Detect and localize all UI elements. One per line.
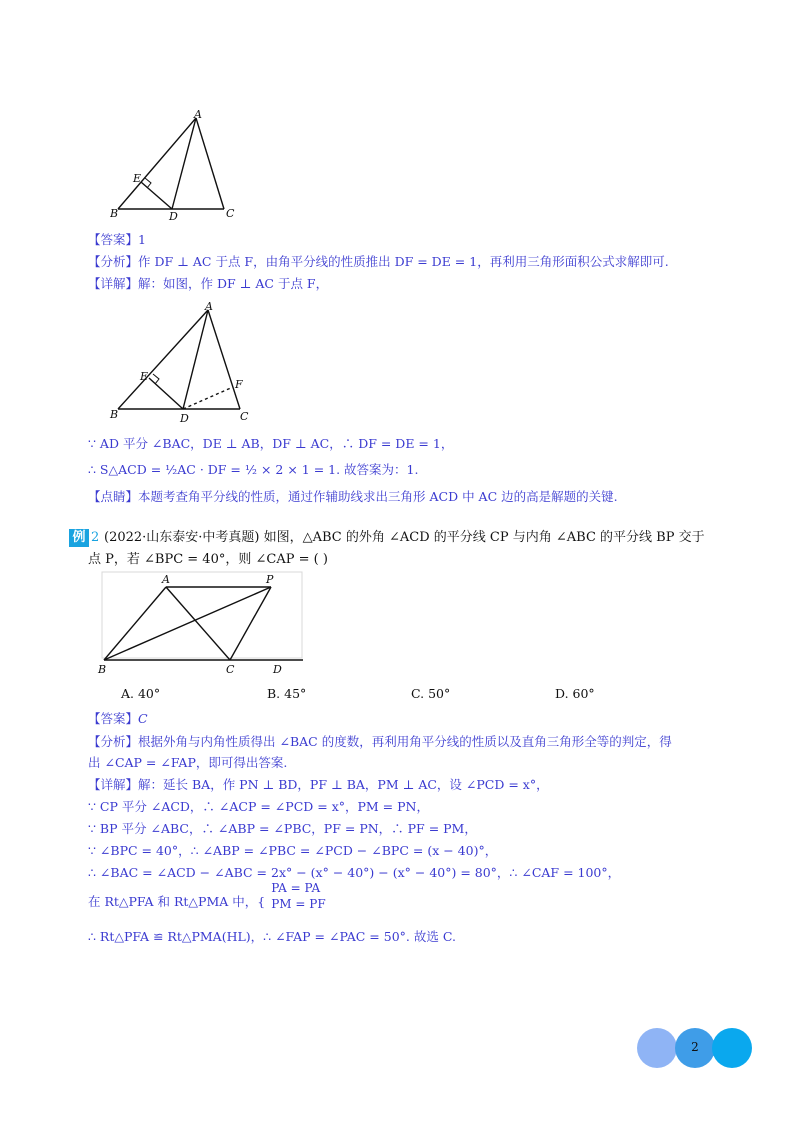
option-c[interactable]: C. 50° — [411, 686, 451, 701]
answer-value: 1 — [138, 232, 146, 247]
label-B: B — [110, 408, 119, 421]
label-E: E — [140, 370, 149, 383]
rt-line — [88, 880, 326, 912]
figure-parallelogram — [96, 570, 308, 680]
option-a[interactable]: A. 40° — [121, 686, 161, 701]
comment-text: 本题考查角平分线的性质，通过作辅助线求出三角形 ACD 中 AC 边的高是解题的关键. — [138, 489, 618, 504]
analysis-tag: 【分析】 — [88, 734, 139, 749]
label-C: C — [226, 207, 235, 220]
label-A: A — [162, 573, 170, 586]
option-b[interactable]: B. 45° — [267, 686, 307, 701]
label-C: C — [240, 410, 249, 423]
label-P: P — [266, 573, 274, 586]
label-B: B — [98, 663, 107, 676]
detail-text: 解：如图，作 DF ⊥ AC 于点 F， — [138, 276, 329, 291]
rt-eq-1: PA = PA — [271, 880, 321, 895]
detail-2 — [88, 776, 549, 794]
page-circle-left — [637, 1028, 677, 1068]
answer-tag: 【答案】 — [88, 232, 139, 247]
figure-triangle-1 — [110, 108, 250, 223]
label-C: C — [226, 663, 235, 676]
answer-value: C — [138, 711, 148, 726]
analysis-2-cont: 出 ∠CAP = ∠FAP，即可得出答案. — [88, 755, 288, 770]
detail-tag: 【详解】 — [88, 777, 139, 792]
solution2-line-3: ∵ ∠BPC = 40°，∴ ∠ABP = ∠PBC = ∠PCD − ∠BPC = (x − 40)°， — [88, 843, 498, 858]
analysis-1 — [88, 253, 669, 271]
label-D: D — [180, 412, 189, 425]
detail-tag: 【详解】 — [88, 276, 139, 291]
label-D: D — [273, 663, 282, 676]
comment-tag: 【点睛】 — [88, 489, 139, 504]
final-line: ∴ Rt△PFA ≌ Rt△PMA(HL)，∴ ∠FAP = ∠PAC = 50°. 故选 C. — [88, 929, 456, 944]
label-E: E — [133, 172, 142, 185]
analysis-tag: 【分析】 — [88, 254, 139, 269]
solution2-line-1: ∵ CP 平分 ∠ACD，∴ ∠ACP = ∠PCD = x°，PM = PN， — [88, 799, 429, 814]
analysis-text-1: 根据外角与内角性质得出 ∠BAC 的度数，再利用角平分线的性质以及直角三角形全等的判定，得 — [138, 734, 672, 749]
detail-1 — [88, 275, 328, 293]
solution2-line-4: ∴ ∠BAC = ∠ACD − ∠ABC = 2x° − (x° − 40°) − (x° − 40°) = 80°，∴ ∠CAF = 100°， — [88, 865, 621, 880]
answer-1 — [88, 231, 146, 249]
rt-prefix: 在 Rt△PFA 和 Rt△PMA 中，{ — [88, 894, 266, 909]
solution2-line-2: ∵ BP 平分 ∠ABC，∴ ∠ABP = ∠PBC，PF = PN，∴ PF = PM， — [88, 821, 477, 836]
solution1-line-1: ∵ AD 平分 ∠BAC，DE ⊥ AB，DF ⊥ AC，∴ DF = DE = 1， — [88, 436, 454, 451]
question-line-2: 点 P，若 ∠BPC = 40°，则 ∠CAP = ( ) — [88, 552, 328, 567]
example-badge: 例 — [69, 529, 89, 547]
page-number: 2 — [691, 1040, 699, 1054]
solution1-line-2: ∴ S△ACD = ½AC · DF = ½ × 2 × 1 = 1. 故答案为：1. — [88, 462, 419, 477]
detail-text: 解：延长 BA，作 PN ⊥ BD，PF ⊥ BA，PM ⊥ AC，设 ∠PCD = x°， — [138, 777, 549, 792]
answer-tag: 【答案】 — [88, 711, 139, 726]
figure-triangle-2 — [108, 298, 268, 428]
rt-eq-2: PM = PF — [271, 896, 326, 911]
label-A: A — [194, 108, 202, 121]
label-B: B — [110, 207, 119, 220]
page-circle-right — [712, 1028, 752, 1068]
analysis-text: 作 DF ⊥ AC 于点 F，由角平分线的性质推出 DF = DE = 1，再利用三角形面积公式求解即可. — [138, 254, 669, 269]
option-d[interactable]: D. 60° — [555, 686, 595, 701]
label-D: D — [169, 210, 178, 223]
label-F: F — [235, 378, 243, 391]
label-A: A — [205, 300, 213, 313]
answer-2 — [88, 710, 148, 728]
question-line-1: (2022·山东泰安·中考真题) 如图，△ABC 的外角 ∠ACD 的平分线 CP 与内角 ∠ABC 的平分线 BP 交于 — [104, 530, 705, 545]
analysis-2 — [88, 733, 672, 751]
comment-1 — [88, 488, 618, 506]
example-number: 2 — [91, 530, 100, 545]
